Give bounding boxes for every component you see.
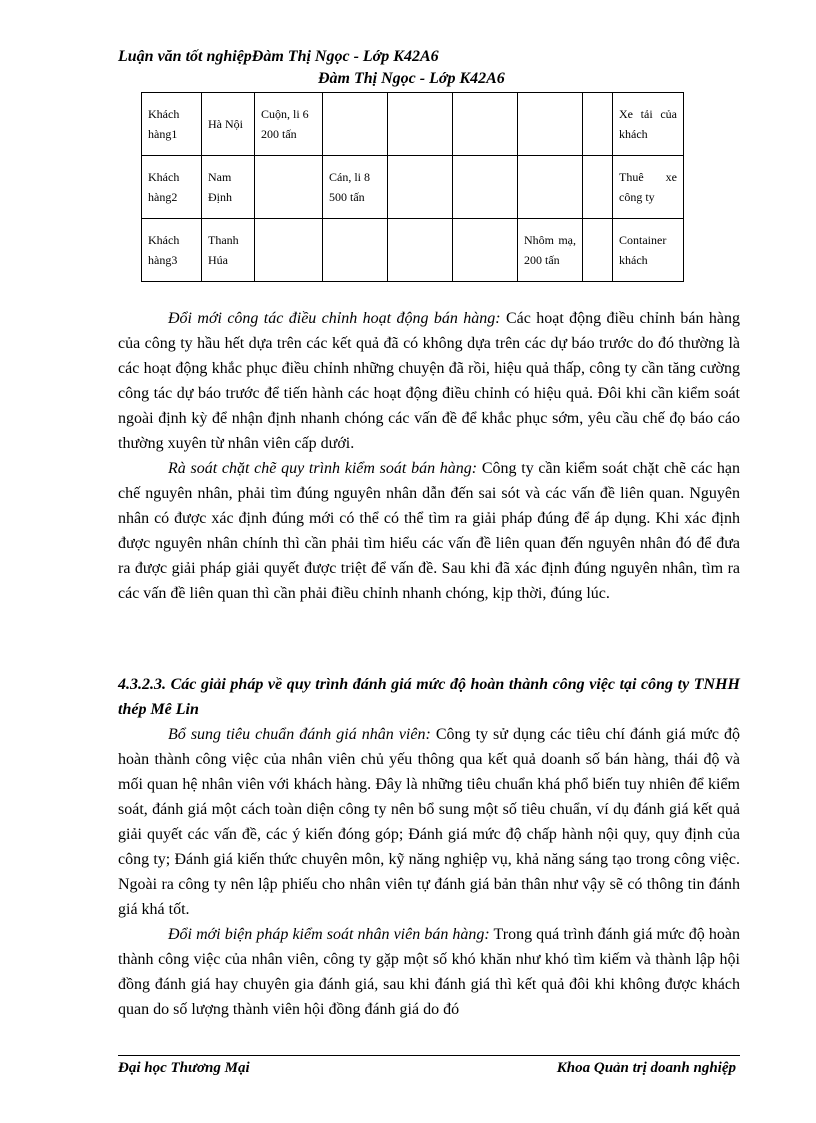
table-cell: Khách hàng1 — [142, 93, 202, 156]
footer-divider — [118, 1055, 740, 1056]
table-cell: Cuộn, li 6 200 tấn — [255, 93, 323, 156]
table-cell — [255, 156, 323, 219]
table-cell: Cán, li 8 500 tấn — [323, 156, 388, 219]
paragraph — [118, 456, 740, 606]
header-subtitle: Đàm Thị Ngọc - Lớp K42A6 — [318, 70, 505, 87]
table-cell — [388, 93, 453, 156]
paragraph-lead: Bổ sung tiêu chuẩn đánh giá nhân viên: — [168, 726, 431, 743]
header-title: Luận văn tốt nghiệpĐàm Thị Ngọc - Lớp K42A6 — [118, 48, 439, 65]
distribution-table — [141, 92, 684, 282]
table-cell — [518, 93, 583, 156]
table-cell — [583, 93, 613, 156]
table-cell: Hà Nội — [202, 93, 255, 156]
paragraph-text: Công ty sử dụng các tiêu chí đánh giá mức độ hoàn thành công việc của nhân viên chủ yếu thông qua kết quả doanh số bán hàng, thái độ và mối quan hệ nhân viên với khách hàng. Đây là những tiêu chuẩn khá phổ biến tuy nhiên để kiểm soát, đánh giá một cách toàn diện công ty nên bổ sung một số tiêu chuẩn, ví dụ đánh giá kết quả giải quyết các vấn đề, các ý kiến đóng góp; Đánh giá mức độ chấp hành nội quy, quy định của công ty; Đánh giá kiến thức chuyên môn, kỹ năng nghiệp vụ, khả năng sáng tạo trong công việc. Ngoài ra công ty nên lập phiếu cho nhân viên tự đánh giá bản thân như vậy sẽ có thông tin đánh giá khá tốt. — [118, 726, 740, 918]
table-cell — [388, 156, 453, 219]
table-cell — [453, 219, 518, 282]
table-row — [142, 156, 684, 219]
body-section-2 — [118, 672, 740, 1022]
paragraph-text: Trong quá trình đánh giá mức độ hoàn thành công việc của nhân viên, công ty gặp một số khó khăn như khó tìm kiếm và thành lập hội đồng đánh giá hay chuyên gia đánh giá, sau khi đánh giá thì kết quả đôi khi không được khách quan do số lượng thành viên hội đồng đánh giá do đó — [118, 926, 741, 1018]
table-cell — [323, 219, 388, 282]
body-section-1 — [118, 306, 740, 606]
table-cell — [323, 93, 388, 156]
table-cell — [583, 219, 613, 282]
table-cell: Thuê xe công ty — [613, 156, 684, 219]
section-heading: 4.3.2.3. Các giải pháp về quy trình đánh giá mức độ hoàn thành công việc tại công ty TNHH thép Mê Lin — [118, 676, 740, 718]
table-cell — [255, 219, 323, 282]
table-cell: Container khách — [613, 219, 684, 282]
table-cell: Nam Định — [202, 156, 255, 219]
paragraph-lead: Đổi mới công tác điều chỉnh hoạt động bán hàng: — [168, 310, 501, 327]
paragraph-lead: Đổi mới biện pháp kiểm soát nhân viên bán hàng: — [168, 926, 490, 943]
table-cell: Khách hàng2 — [142, 156, 202, 219]
footer-faculty: Khoa Quản trị doanh nghiệp — [556, 1060, 736, 1076]
table-row — [142, 219, 684, 282]
table-cell: Thanh Húa — [202, 219, 255, 282]
paragraph-lead: Rà soát chặt chẽ quy trình kiểm soát bán hàng: — [168, 460, 478, 477]
table-cell: Xe tải của khách — [613, 93, 684, 156]
table-cell: Nhôm mạ, 200 tấn — [518, 219, 583, 282]
table-cell: Khách hàng3 — [142, 219, 202, 282]
paragraph — [118, 722, 740, 922]
paragraph — [118, 306, 740, 456]
paragraph — [118, 922, 740, 1022]
paragraph-text: Các hoạt động điều chỉnh bán hàng của công ty hầu hết dựa trên các kết quả đã có không dựa trên các dự báo trước do đó thường là các hoạt động khắc phục điều chỉnh những chuyện đã rồi, hiệu quả thấp, công ty cần tăng cường công tác dự báo trước để tiến hành các hoạt động điều chỉnh có hiệu quả. Đôi khi cần kiểm soát ngoài định kỳ để nhận định nhanh chóng các vấn đề để khắc phục sớm, yêu cầu chế đọ báo cáo thường xuyên từ nhân viên cấp dưới. — [118, 310, 741, 452]
table-cell — [388, 219, 453, 282]
footer-university: Đại học Thương Mại — [118, 1060, 250, 1076]
table-cell — [583, 156, 613, 219]
table-cell — [453, 156, 518, 219]
table-cell — [518, 156, 583, 219]
table-row — [142, 93, 684, 156]
table-cell — [453, 93, 518, 156]
paragraph-text: Công ty cần kiểm soát chặt chẽ các hạn chế nguyên nhân, phải tìm đúng nguyên nhân dẫn đến sai sót và các vấn đề liên quan. Nguyên nhân có được xác định đúng mới có thể có thể tìm ra giải pháp đúng để áp dụng. Khi xác định được nguyên nhân chính thì cần phải tìm hiểu các vấn đề liên quan đến nguyên nhân đó để đưa ra được giải pháp giải quyết được triệt để vấn đề. Sau khi đã xác định đúng nguyên nhân, tìm ra các vấn đề liên quan thì cần phải điều chỉnh nhanh chóng, kịp thời, đúng lúc. — [118, 460, 741, 602]
